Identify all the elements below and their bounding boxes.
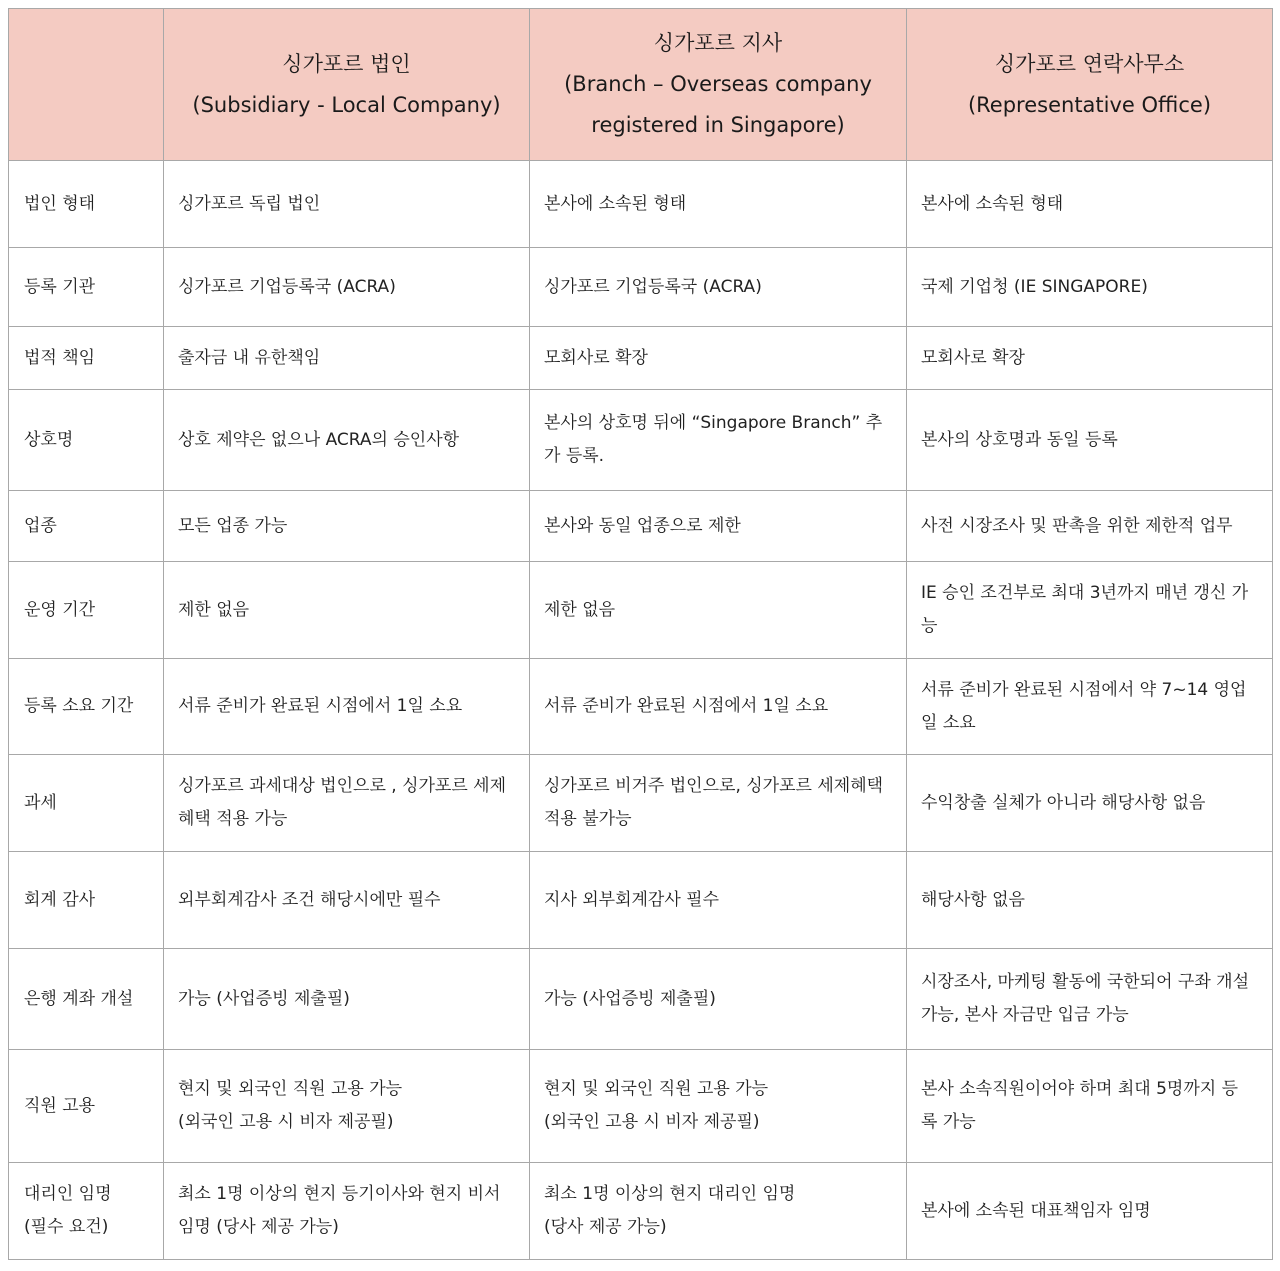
subsidiary-cell [164, 562, 530, 659]
table-row [9, 1050, 1273, 1163]
subsidiary-cell [164, 161, 530, 248]
subsidiary-cell-text: 싱가포르 기업등록국 (ACRA) [178, 276, 396, 297]
rep-office-cell-text: 록 가능 [921, 1112, 976, 1132]
subsidiary-cell-text: 현지 및 외국인 직원 고용 가능 [178, 1079, 403, 1099]
table-row [9, 755, 1273, 852]
rep-office-cell [907, 161, 1273, 248]
rep-office-cell-text: 본사에 소속된 대표책임자 임명 [921, 1200, 1151, 1221]
table-row [9, 161, 1273, 248]
subsidiary-cell [164, 327, 530, 390]
subsidiary-cell [164, 949, 530, 1050]
subsidiary-cell-text: 임명 (당사 제공 가능) [178, 1217, 339, 1237]
row-label [9, 852, 164, 949]
branch-cell-text: 싱가포르 기업등록국 (ACRA) [544, 276, 762, 297]
table-row [9, 852, 1273, 949]
row-label [9, 1050, 164, 1163]
branch-cell [530, 562, 907, 659]
header-subsidiary [164, 9, 530, 161]
rep-office-cell [907, 852, 1273, 949]
table-row [9, 949, 1273, 1050]
rep-office-cell [907, 327, 1273, 390]
branch-cell-text: 본사와 동일 업종으로 제한 [544, 515, 741, 536]
subsidiary-cell-text: 혜택 적용 가능 [178, 809, 288, 829]
subsidiary-cell [164, 659, 530, 755]
branch-cell [530, 248, 907, 327]
branch-cell-text: 지사 외부회계감사 필수 [544, 889, 720, 910]
row-label-text: 운영 기간 [24, 599, 96, 620]
branch-cell [530, 327, 907, 390]
rep-office-cell [907, 1163, 1273, 1260]
rep-office-cell-text: 본사에 소속된 형태 [921, 193, 1064, 214]
header-branch [530, 9, 907, 161]
branch-cell-text: 싱가포르 비거주 법인으로, 싱가포르 세제혜택 [544, 776, 884, 796]
rep-office-cell-text: 서류 준비가 완료된 시점에서 약 7~14 영업 [921, 679, 1247, 700]
subsidiary-cell-text: 출자금 내 유한책임 [178, 347, 321, 368]
branch-cell-text: 본사의 상호명 뒤에 “Singapore Branch” 추 [544, 413, 883, 433]
table-row [9, 248, 1273, 327]
row-label-text: 은행 계좌 개설 [24, 988, 134, 1009]
subsidiary-cell-text: (외국인 고용 시 비자 제공필) [178, 1112, 394, 1132]
rep-office-cell [907, 390, 1273, 491]
subsidiary-cell-text: 싱가포르 독립 법인 [178, 193, 321, 214]
table-row [9, 1163, 1273, 1260]
rep-office-cell [907, 491, 1273, 562]
header-row [9, 9, 1273, 161]
row-label [9, 659, 164, 755]
rep-office-cell-text: 수익창출 실체가 아니라 해당사항 없음 [921, 792, 1206, 813]
subsidiary-cell-text: 모든 업종 가능 [178, 515, 288, 536]
row-label-text: 과세 [24, 792, 57, 813]
branch-cell-text: 가능 (사업증빙 제출필) [544, 988, 716, 1009]
subsidiary-cell-text: 서류 준비가 완료된 시점에서 1일 소요 [178, 696, 463, 716]
branch-cell [530, 755, 907, 852]
branch-cell-text: 가 등록. [544, 446, 605, 466]
branch-cell [530, 1050, 907, 1163]
branch-cell [530, 659, 907, 755]
branch-cell-text: 현지 및 외국인 직원 고용 가능 [544, 1079, 769, 1099]
row-label [9, 327, 164, 390]
rep-office-cell [907, 659, 1273, 755]
rep-office-cell [907, 1050, 1273, 1163]
subsidiary-cell [164, 390, 530, 491]
header-branch-subtitle-2: registered in Singapore) [591, 113, 845, 137]
row-label-text: 업종 [24, 515, 57, 536]
row-label-text: 등록 기관 [24, 276, 96, 297]
branch-cell [530, 491, 907, 562]
row-label [9, 161, 164, 248]
comparison-table [8, 8, 1273, 1260]
row-label [9, 248, 164, 327]
header-subsidiary-title: 싱가포르 법인 [282, 51, 411, 76]
rep-office-cell-text: IE 승인 조건부로 최대 3년까지 매년 갱신 가 [921, 583, 1249, 603]
branch-cell-text: 본사에 소속된 형태 [544, 193, 687, 214]
row-label [9, 949, 164, 1050]
rep-office-cell-text: 시장조사, 마케팅 활동에 국한되어 구좌 개설 [921, 972, 1250, 992]
row-label [9, 562, 164, 659]
row-label-text: 회계 감사 [24, 889, 96, 910]
table-row [9, 562, 1273, 659]
rep-office-cell-text: 능 [921, 616, 938, 636]
rep-office-cell [907, 755, 1273, 852]
branch-cell [530, 161, 907, 248]
header-rep-office [907, 9, 1273, 161]
row-label-text: 등록 소요 기간 [24, 696, 134, 716]
branch-cell-text: 모회사로 확장 [544, 347, 648, 368]
subsidiary-cell [164, 1163, 530, 1260]
subsidiary-cell [164, 491, 530, 562]
row-label [9, 1163, 164, 1260]
subsidiary-cell-text: 싱가포르 과세대상 법인으로 , 싱가포르 세제 [178, 776, 507, 796]
header-rep-office-subtitle: (Representative Office) [967, 92, 1212, 117]
row-label-text: 대리인 임명 [24, 1184, 112, 1204]
row-label-text: 상호명 [24, 429, 74, 450]
rep-office-cell-text: 본사의 상호명과 동일 등록 [921, 429, 1118, 450]
row-label [9, 755, 164, 852]
branch-cell-text: 적용 불가능 [544, 809, 632, 829]
row-label-text: 법적 책임 [24, 347, 96, 368]
header-subsidiary-subtitle: (Subsidiary - Local Company) [192, 92, 501, 117]
row-label [9, 390, 164, 491]
subsidiary-cell-text: 제한 없음 [178, 599, 250, 620]
row-label-text: 법인 형태 [24, 193, 96, 214]
subsidiary-cell-text: 외부회계감사 조건 해당시에만 필수 [178, 889, 441, 910]
subsidiary-cell [164, 852, 530, 949]
rep-office-cell-text: 사전 시장조사 및 판촉을 위한 제한적 업무 [921, 515, 1233, 536]
table-row [9, 390, 1273, 491]
branch-cell-text: 최소 1명 이상의 현지 대리인 임명 [544, 1184, 796, 1204]
header-rep-office-title: 싱가포르 연락사무소 [994, 51, 1185, 76]
row-label-text: (필수 요건) [24, 1217, 109, 1237]
row-label [9, 491, 164, 562]
branch-cell-text: 제한 없음 [544, 599, 616, 620]
rep-office-cell-text: 본사 소속직원이어야 하며 최대 5명까지 등 [921, 1079, 1239, 1099]
rep-office-cell-text: 일 소요 [921, 712, 976, 733]
row-label-text: 직원 고용 [24, 1095, 96, 1116]
rep-office-cell-text: 국제 기업청 (IE SINGAPORE) [921, 276, 1148, 297]
subsidiary-cell-text: 가능 (사업증빙 제출필) [178, 988, 350, 1009]
header-corner [9, 9, 164, 161]
header-branch-title: 싱가포르 지사 [653, 31, 783, 55]
branch-cell [530, 390, 907, 491]
rep-office-cell [907, 248, 1273, 327]
branch-cell-text: (당사 제공 가능) [544, 1217, 667, 1237]
header-branch-subtitle-1: (Branch – Overseas company [564, 72, 872, 96]
table-row [9, 491, 1273, 562]
subsidiary-cell [164, 755, 530, 852]
rep-office-cell-text: 가능, 본사 자금만 입금 가능 [921, 1005, 1129, 1025]
subsidiary-cell-text: 최소 1명 이상의 현지 등기이사와 현지 비서 [178, 1184, 501, 1204]
rep-office-cell-text: 해당사항 없음 [921, 889, 1025, 910]
table-row [9, 659, 1273, 755]
branch-cell [530, 1163, 907, 1260]
branch-cell [530, 852, 907, 949]
rep-office-cell [907, 562, 1273, 659]
branch-cell-text: (외국인 고용 시 비자 제공필) [544, 1112, 760, 1132]
table-row [9, 327, 1273, 390]
rep-office-cell [907, 949, 1273, 1050]
subsidiary-cell [164, 248, 530, 327]
subsidiary-cell-text: 상호 제약은 없으나 ACRA의 승인사항 [178, 429, 460, 450]
subsidiary-cell [164, 1050, 530, 1163]
branch-cell [530, 949, 907, 1050]
rep-office-cell-text: 모회사로 확장 [921, 347, 1025, 368]
branch-cell-text: 서류 준비가 완료된 시점에서 1일 소요 [544, 696, 829, 716]
